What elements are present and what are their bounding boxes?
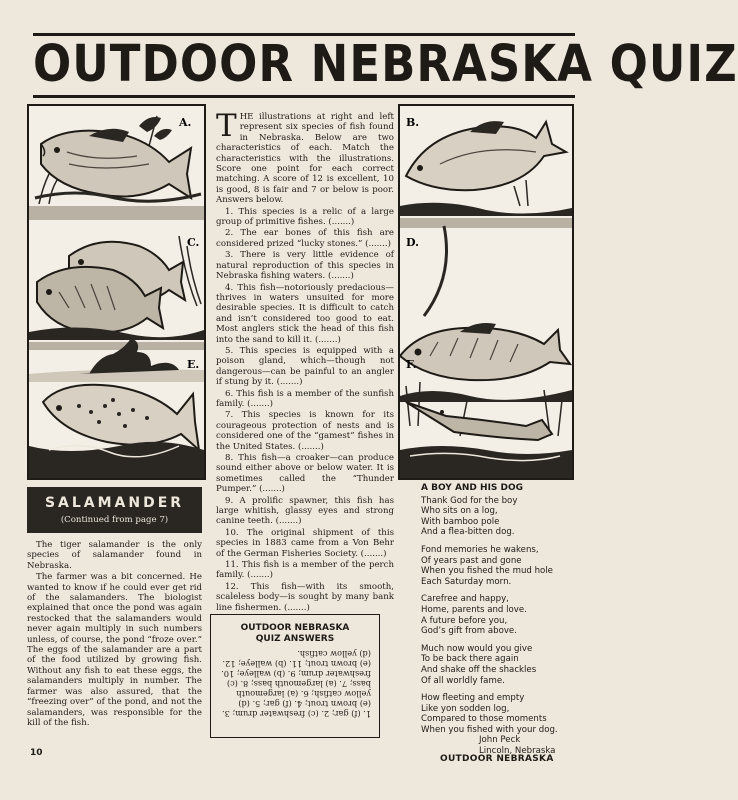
answer-blank: (.......) <box>365 238 391 249</box>
salamander-text <box>27 540 202 729</box>
right-fish-art <box>400 106 572 478</box>
question-11: 11. This fish is a member of the perch family. (.......) <box>216 560 394 581</box>
question-10: 10. The original shipment of this species in 1883 came from a Von Behr of the German Fisheries Society. (.......) <box>216 527 394 559</box>
magazine-name: OUTDOOR NEBRASKA <box>440 754 554 764</box>
question-7: 7. This species is known for its courageous protection of nests and is considered one of the “gamest” fishes in the United States. (.......) <box>216 410 394 452</box>
figure-a-letter: A. <box>179 116 192 129</box>
salamander-heading-box <box>27 487 202 533</box>
answer-blank: (.......) <box>314 334 341 345</box>
answer-blank: (.......) <box>247 570 273 581</box>
answer-blank: (.......) <box>328 217 355 228</box>
question-1: 1. This species is a relic of a large group of primitive fishes. (.......) <box>216 206 394 228</box>
quiz-intro-text: HE illustrations at right and left represent six species of fish found in Nebraska. Below are two characteristics of each. Match the characteristics with the illustrations. Score one point for each correct matching. A score of 12 is excellent, 10 is good, 8 is fair and 7 or below is poor. Answers below. <box>216 112 394 206</box>
answer-blank: (.......) <box>283 602 310 613</box>
poem-author: John Peck <box>479 735 521 746</box>
quiz-intro <box>216 108 394 206</box>
answer-blank: (.......) <box>275 516 302 527</box>
right-illustration-panel <box>398 104 574 480</box>
figure-f-letter: F. <box>406 358 417 371</box>
salamander-title: SALAMANDER <box>44 495 185 511</box>
sunfish-illustration <box>29 236 204 350</box>
question-3: 3. There is very little evidence of natural reproduction of this species in Nebraska fishing waters. (.......) <box>216 250 394 282</box>
quiz-text <box>216 108 394 614</box>
salamander-paragraph-2: The farmer was a bit concerned. He wanted to know if he could ever get rid of the salamanders. The biologist explained that once the pond was again restocked that the salamanders would never again multiply in such numbers unless, of course, the pond “froze over.” The eggs of the salamander are a part of the food utilized by growing fish. Without any fish to eat these eggs, the salamanders multiply in number. The farmer was also assured, that the “freezing over” of the pond, and not the salamanders, was responsible for the kill of the fish. <box>27 572 202 728</box>
answers-text-upside-down: 1. (f) gar; 2. (c) freshwater drum; 3. (e) brown trout; 4. (f) gar; 5. (d) yellow catfish; 6. (a) largemouth bass; 7. (a) largemouth bass; 8. (c) freshwater drum; 9. (b) walleye; 10. (e) brown trout; 11. (b) walleye; 12. (d) yellow catfish. <box>221 649 371 719</box>
walleye-illustration <box>400 226 572 402</box>
quiz-answers-box <box>210 614 380 738</box>
question-9: 9. A prolific spawner, this fish has large whitish, glassy eyes and strong canine teeth. (.......) <box>216 495 394 527</box>
answer-blank: (.......) <box>360 548 387 559</box>
figure-b-letter: B. <box>406 116 420 129</box>
answers-heading <box>211 623 379 645</box>
question-12: 12. This fish—with its smooth, scaleless body—is sought by many bank line fishermen. (.......) <box>216 581 394 613</box>
figure-c-letter: C. <box>187 236 200 249</box>
figure-d-letter: D. <box>406 236 419 249</box>
poem-location: Lincoln, Nebraska <box>479 746 556 757</box>
trout-illustration <box>29 338 204 478</box>
quiz-dropcap: T <box>216 108 237 144</box>
question-6: 6. This fish is a member of the sunfish family. (.......) <box>216 388 394 409</box>
poem-stanza-1: Thank God for the boy Who sits on a log, With bamboo pole And a flea-bitten dog. <box>421 495 518 538</box>
answers-heading-line-2: QUIZ ANSWERS <box>255 634 335 644</box>
question-2: 2. The ear bones of this fish are considered prized “lucky stones.” (.......) <box>216 228 394 249</box>
answer-blank: (.......) <box>259 484 285 495</box>
left-fish-art <box>29 106 204 478</box>
answer-blank: (.......) <box>328 271 354 282</box>
poem-title: A BOY AND HIS DOG <box>421 483 524 493</box>
answer-blank: (.......) <box>247 398 273 409</box>
poem-stanza-2: Fond memories he wakens, Of years past and gone When you fished the mud hole Each Saturday morn. <box>421 544 553 587</box>
title-rule-bottom <box>33 95 575 98</box>
salamander-paragraph-1: The tiger salamander is the only species of salamander found in Nebraska. <box>27 540 202 571</box>
answer-blank: (.......) <box>297 441 324 452</box>
answer-blank: (.......) <box>276 377 303 388</box>
question-8: 8. This fish—a croaker—can produce sound either above or below water. It is sometimes called the “Thunder Pumper.” (.......) <box>216 453 394 495</box>
poem-stanza-4: Much now would you give To be back there again And shake off the shackles Of all worldly fame. <box>421 643 537 686</box>
salamander-subtitle: (Continued from page 7) <box>60 515 169 525</box>
question-5: 5. This species is equipped with a poison gland, which—though not dangerous—can be painful to an angler if stung by it. (.......) <box>216 345 394 388</box>
page-number: 10 <box>30 748 43 758</box>
page-title: OUTDOOR NEBRASKA QUIZ <box>33 33 738 94</box>
figure-e-letter: E. <box>187 358 200 371</box>
poem-stanza-5: How fleeting and empty Like yon sodden log, Compared to those moments When you fished with your dog. <box>421 693 558 735</box>
bass-fish-illustration <box>29 116 204 220</box>
left-illustration-panel <box>27 104 206 480</box>
poem-stanza-3: Carefree and happy, Home, parents and love. A future before you, God’s gift from above. <box>421 594 527 637</box>
jumping-fish-illustration <box>400 121 572 228</box>
answers-heading-line-1: OUTDOOR NEBRASKA <box>240 623 350 633</box>
question-4: 4. This fish—notoriously predacious—thrives in waters unsuited for more desirable species. It is difficult to catch and isn’t considered too good to eat. Most anglers stick the head of this fish into the sand to kill it. (.......) <box>216 282 394 345</box>
poem <box>421 483 581 757</box>
